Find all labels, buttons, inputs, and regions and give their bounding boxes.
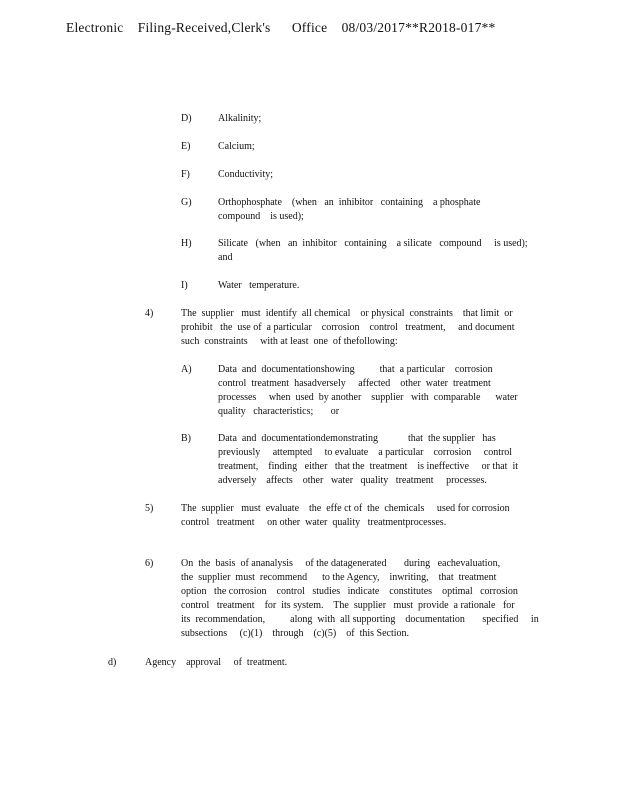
item-label: H)	[181, 238, 192, 249]
item-label: I)	[181, 280, 188, 291]
item-text: The supplier must identify all chemical or physical constraints that limit or prohibit the use of a particular corrosion control treatment, and document such constraints with at least one of thefollowing:	[181, 308, 515, 347]
item-text: Alkalinity;	[218, 113, 262, 124]
item-text: Agency approval of treatment.	[145, 657, 288, 668]
item-label: 6)	[145, 558, 154, 569]
item-text: Data and documentationshowing that a particular corrosion control treatment hasadversely affected other water treatment processes when used by another supplier with comparable water quality characteristics; or	[218, 364, 518, 417]
item-text: Data and documentationdemonstrating that the supplier has previously attempted to evaluate a particular corrosion control treatment, finding either that the treatment is ineffective or that it adversely affects other water quality treatment processes.	[218, 433, 518, 486]
item-label: G)	[181, 197, 192, 208]
item-label: B)	[181, 433, 191, 444]
item-label: 4)	[145, 308, 154, 319]
item-label: A)	[181, 364, 192, 375]
item-label: E)	[181, 141, 191, 152]
item-text: On the basis of ananalysis of the datagenerated during eachevaluation, the supplier must recommend to the Agency, inwriting, that treatment option the corrosion control studies indicate constitutes optimal corrosion control treatment for its system. The supplier must provide a rationale for its recommendation, along with all supporting documentation specified in subsections (c)(1) through (c)(5) of this Section.	[181, 558, 539, 639]
item-label: D)	[181, 113, 192, 124]
item-label: 5)	[145, 503, 154, 514]
item-label: F)	[181, 169, 190, 180]
item-text: Silicate (when an inhibitor containing a silicate compound is used); and	[218, 238, 528, 263]
item-text: Conductivity;	[218, 169, 273, 180]
item-text: Water temperature.	[218, 280, 300, 291]
page-header: Electronic Filing-Received,Clerk's Office 08/03/2017**R2018-017**	[66, 20, 496, 35]
item-text: Orthophosphate (when an inhibitor containing a phosphate compound is used);	[218, 197, 481, 222]
item-text: Calcium;	[218, 141, 255, 152]
item-label: d)	[108, 657, 117, 668]
item-text: The supplier must evaluate the effe ct of the chemicals used for corrosion control treatment on other water quality treatmentprocesses.	[181, 503, 510, 528]
